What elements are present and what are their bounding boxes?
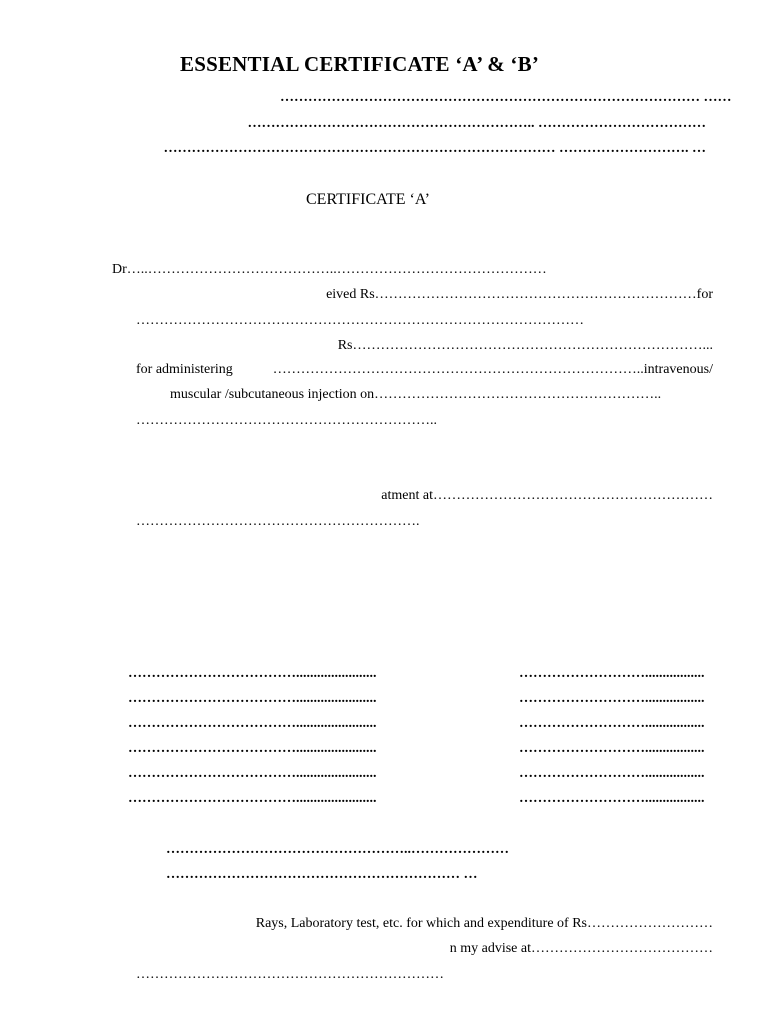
received-amount-line: eived Rs……………………………………………………………for [326,287,713,302]
header-line-1: ……………………………………………………………………………… …… [280,90,732,105]
signature-right-line-1: ………………………................. [519,666,705,681]
treatment-line: atment at…………………………………………………… [381,488,713,503]
signature-right-line-4: ………………………................. [519,741,705,756]
signature-right-line-6: ………………………................. [519,791,705,806]
page-title: ESSENTIAL CERTIFICATE ‘A’ & ‘B’ [180,52,540,76]
rs-amount-line: Rs…………………………………………………………………... [337,338,713,353]
administering-label: for administering [136,362,233,377]
advise-line: n my advise at………………………………… [449,941,713,956]
doctor-line [112,262,547,278]
signature-right-line-5: ………………………................. [519,766,705,781]
signature-right-line-3: ………………………................. [519,716,705,731]
header-line-2: …………………………………………………….. ……………………………… [247,116,706,131]
signature-right-line-2: ………………………................. [519,691,705,706]
signature-left-line-2: ………………………………....................... [128,691,377,706]
signature-left-line-5: ………………………………....................... [128,766,377,781]
certificate-a-heading: CERTIFICATE ‘A’ [306,191,430,208]
blank-line-1: …………………………………………………………………………………… [136,313,584,328]
rays-laboratory-line: Rays, Laboratory test, etc. for which and expenditure of Rs……………………… [255,916,713,931]
signature-left-line-4: ………………………………....................... [128,741,377,756]
doctor-line-text: Dr…..…………………………………..……………………………………… [112,262,547,277]
administering-dots: ……………………………………………………………………..intravenous/ [272,362,713,377]
blank-line-2: ……………………………………………………….. [136,413,437,428]
signature-left-line-1: ………………………………....................... [128,666,377,681]
signature-left-line-3: ………………………………....................... [128,716,377,731]
blank-line-3: ……………………………………………………. [136,514,420,529]
certificate-b-line-2: ……………………………………………………… … [166,867,478,882]
injection-line: muscular /subcutaneous injection on…………………………………………………….. [170,387,662,402]
certificate-b-blank-line: ………………………………………………………… [136,967,444,982]
certificate-b-line-1: ……………………………………………..………………… [166,842,509,857]
signature-left-line-6: ………………………………....................... [128,791,377,806]
header-line-3: ………………………………………………………………………… ………………………. … [163,141,706,156]
